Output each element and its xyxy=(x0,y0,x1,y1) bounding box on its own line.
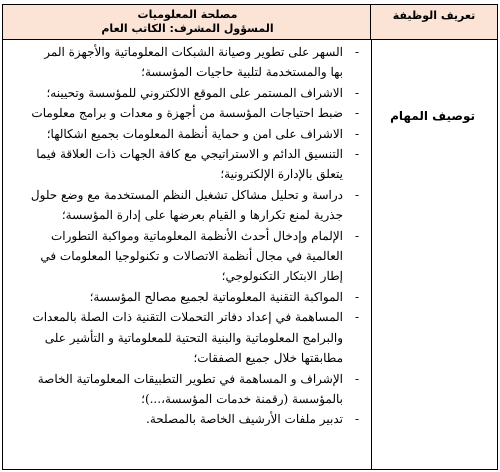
task-text-line: تدبير ملفات الأرشيف الخاصة بالمصلحة. xyxy=(146,412,343,427)
bullet-dash: - xyxy=(354,106,359,121)
task-item xyxy=(2,124,367,144)
bullet-dash: - xyxy=(354,289,359,304)
task-text-line: المساهمة في إعداد دفاتر التحملات التقنية ذات الصلة بالمعدات xyxy=(32,310,343,325)
task-item xyxy=(2,42,367,83)
task-list xyxy=(2,42,367,430)
task-item xyxy=(2,307,367,368)
task-text-line: الإلمام وإدخال أحدث الأنظمة المعلوماتية ومواكبة التطورات xyxy=(50,228,343,243)
task-text-line: بها والمستخدمة لتلبية حاجيات المؤسسة؛ xyxy=(141,65,343,80)
bullet-dash: - xyxy=(354,126,359,141)
job-table xyxy=(2,4,498,470)
task-text-line: الاشراف المستمر على الموقع الالكتروني للمؤسسة وتحيينه؛ xyxy=(46,85,343,100)
task-text-line: العالمية في مجال أنظمة الاتصالات و تكنولوجيا المعلومات في xyxy=(40,249,343,264)
task-item xyxy=(2,369,367,410)
bullet-dash: - xyxy=(354,45,359,59)
task-text-line: التنسيق الدائم و الاستراتيجي مع كافة الجهات ذات العلاقة فيما xyxy=(36,147,343,162)
bullet-dash: - xyxy=(354,187,359,202)
supervisor-line: المسؤول المشرف: الكاتب العام xyxy=(101,22,274,35)
job-definition-header-cell xyxy=(370,5,497,40)
unit-title: مصلحة المعلوميات xyxy=(137,8,238,21)
task-item xyxy=(2,144,367,185)
tasks-section-label: توصيف المهام xyxy=(390,109,475,123)
task-text-line: الإشراف و المساهمة في تطوير التطبيقات المعلوماتية الخاصة xyxy=(37,371,343,386)
task-text-line: مطابقتها خلال جميع الصفقات؛ xyxy=(193,351,343,366)
task-item xyxy=(2,226,367,287)
task-item xyxy=(2,287,367,307)
task-text-line: دراسة و تحليل مشاكل تشغيل النظم المستخدمة مع وضع حلول xyxy=(30,187,343,202)
column-divider xyxy=(371,40,372,469)
task-text-line: بالمؤسسة (رقمنة خدمات المؤسسة،...)؛ xyxy=(141,391,343,406)
task-text-line: ضبط احتياجات المؤسسة من أجهزة و معدات و برامج معلومات xyxy=(31,106,343,121)
task-text-line: الاشراف على امن و حماية أنظمة المعلومات بجميع اشكالها؛ xyxy=(46,126,343,141)
job-definition-label: تعريف الوظيفة xyxy=(392,9,476,22)
task-text-line: والبرامج المعلوماتية والبنية التحتية للمعلوماتية و التأشير على xyxy=(44,330,343,345)
task-text-line: المواكبة التقنية المعلوماتية لجميع مصالح المؤسسة؛ xyxy=(89,289,343,304)
task-text-line: يتعلق بالإدارة الإلكترونية؛ xyxy=(220,167,343,182)
task-item xyxy=(2,185,367,226)
task-item xyxy=(2,409,367,429)
bullet-dash: - xyxy=(354,310,359,325)
task-text-line: السهر على تطوير وصيانة الشبكات المعلوماتية والأجهزة المر xyxy=(44,45,343,59)
task-item xyxy=(2,103,367,123)
bullet-dash: - xyxy=(354,371,359,386)
bullet-dash: - xyxy=(354,147,359,162)
bullet-dash: - xyxy=(354,85,359,100)
bullet-dash: - xyxy=(354,228,359,243)
task-item xyxy=(2,83,367,103)
task-text-line: جذرية لمنع تكرارها و القيام بعرضها على إدارة المؤسسة؛ xyxy=(61,208,343,223)
bullet-dash: - xyxy=(354,412,359,427)
unit-header-cell xyxy=(3,5,372,40)
task-text-line: إطار الابتكار التكنولوجي؛ xyxy=(221,269,343,284)
